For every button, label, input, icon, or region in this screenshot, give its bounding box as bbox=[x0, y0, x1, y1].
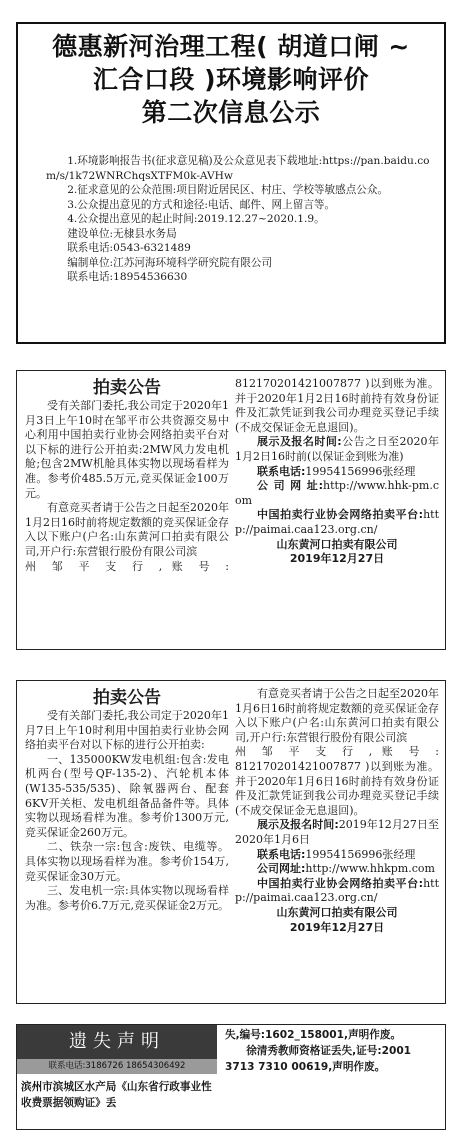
auction-2-left-column bbox=[25, 687, 229, 913]
auction-2-tel-value: 19954156996张经理 bbox=[305, 847, 416, 861]
auction-1-account-line: 州 邹 平 支 行 , 账 号 : bbox=[25, 559, 229, 573]
eia-phone-1: 联系电话:0543-6321489 bbox=[67, 242, 191, 254]
auction-2-company: 山东黄河口拍卖有限公司 bbox=[276, 905, 398, 919]
auction-2-web-label: 公司网址: bbox=[257, 862, 306, 876]
title-line-2: 汇合口段 )环境影响评价 bbox=[92, 65, 370, 94]
auction-1-tel-label: 联系电话: bbox=[257, 464, 306, 478]
auction-notice-2 bbox=[16, 680, 446, 1004]
auction-2-title: 拍卖公告 bbox=[93, 688, 161, 708]
auction-1-paragraph-3: 812170201421007877 )以到账为准。并于2020年1月2日16时前持有效身份证件及汇款凭证到我公司办理竞买登记手续(不成交保证金无息退回)。 bbox=[235, 377, 439, 434]
auction-2-web-link[interactable]: http://www.hhkpm.com bbox=[305, 862, 435, 876]
lost-notice-item-1-end: 失,编号:1602_158001,声明作废。 bbox=[225, 1029, 402, 1041]
eia-item-2: 2.征求意见的公众范围:项目附近居民区、村庄、学校等敏感点公众。 bbox=[67, 184, 389, 196]
lost-notice-item-2: 徐清秀教师资格证丢失,证号:2001 3713 7310 00619,声明作废。 bbox=[225, 1045, 412, 1073]
auction-1-platform-link[interactable]: http://paimai.caa123.org.cn/ bbox=[235, 508, 439, 536]
auction-2-item-2: 二、铁杂一宗:包含:废铁、电缆等。具体实物以现场看样为准。参考价154万,竞买保证金30万元。 bbox=[25, 840, 229, 883]
eia-notice-body bbox=[46, 154, 432, 285]
eia-notice bbox=[16, 22, 446, 344]
auction-1-paragraph-2: 有意竞买者请于公告之日起至2020年1月2日16时前将规定数额的竞买保证金存入以下账户(户名:山东黄河口拍卖有限公司,开户行:东营银行股份有限公司滨 bbox=[25, 501, 229, 558]
eia-phone-2: 联系电话:18954536630 bbox=[67, 271, 188, 283]
auction-2-right-column bbox=[235, 687, 439, 935]
auction-2-reg-label: 展示及报名时间: bbox=[257, 818, 339, 832]
auction-1-date: 2019年12月27日 bbox=[289, 552, 385, 566]
auction-1-web-label: 公 司 网 址: bbox=[257, 479, 323, 493]
auction-1-paragraph-1: 受有关部门委托,我公司定于2020年1月3日上午10时在邹平市公共资源交易中心利用中国拍卖行业协会网络拍卖平台对以下标的进行公开拍卖:2MW风力发电机舱;包含2MW机舱具体实物以现场看样为准。参考价485.5万元,竞买保证金100万元。 bbox=[25, 399, 229, 500]
eia-item-1: 1.环境影响报告书(征求意见稿)及公众意见表下载地址:https://pan.baidu.com/s/1k72WNRChqsXTFM0k-AVHw bbox=[46, 155, 430, 182]
eia-item-3: 3.公众提出意见的方式和途径:电话、邮件、网上留言等。 bbox=[67, 198, 336, 211]
auction-1-reg-label: 展示及报名时间: bbox=[257, 435, 342, 449]
auction-2-date: 2019年12月27日 bbox=[289, 920, 385, 934]
title-line-3: 第二次信息公示 bbox=[141, 98, 321, 127]
auction-2-paragraph-3: 812170201421007877 )以到账为准。并于2020年1月6日16时前持有效身份证件及汇款凭证到我公司办理竞买登记手续(不成交保证金无息退回)。 bbox=[235, 759, 439, 817]
auction-2-account-line: 州 邹 平 支 行 , 账 号 : bbox=[235, 745, 439, 759]
auction-2-reg-value: 2019年12月27日至2020年1月6日 bbox=[235, 818, 439, 846]
auction-1-company: 山东黄河口拍卖有限公司 bbox=[276, 537, 398, 551]
auction-2-paragraph-2: 有意竞买者请于公告之日起至2020年1月6日16时前将规定数额的竞买保证金存入以下账户(户名:山东黄河口拍卖有限公司,开户行:东营银行股份有限公司滨 bbox=[235, 687, 439, 744]
title-line-1: 德惠新河治理工程( 胡道口闸 ~ bbox=[52, 32, 410, 61]
lost-notice-right-text bbox=[225, 1027, 439, 1075]
lost-notice bbox=[16, 1024, 446, 1130]
lost-notice-left-text: 滨州市滨城区水产局《山东省行政事业性收费票据领购证》丢 bbox=[21, 1081, 212, 1109]
auction-notice-1 bbox=[16, 370, 446, 650]
auction-1-title: 拍卖公告 bbox=[93, 378, 161, 398]
auction-1-left-column bbox=[25, 377, 229, 574]
auction-2-item-1: 一、135000KW发电机组:包含:发电机两台(型号QF-135-2)、汽轮机本体(W135-535/535)、除氧器两台、配套6KV开关柜、发电机组备品备件等。具体实物以现场看样为准。参考价1300万元,竞买保证金260万元。 bbox=[25, 752, 229, 839]
auction-2-paragraph-1: 受有关部门委托,我公司定于2020年1月7日上午10时利用中国拍卖行业协会网络拍卖平台对以下标的进行公开拍卖: bbox=[25, 709, 229, 752]
auction-2-platform-label: 中国拍卖行业协会网络拍卖平台: bbox=[257, 876, 424, 890]
auction-1-reg-value: 公告之日至2020年1月2日16时前(以保证金到账为准) bbox=[235, 435, 439, 463]
auction-1-tel-value: 19954156996张经理 bbox=[305, 464, 416, 478]
eia-notice-title bbox=[26, 30, 436, 129]
lost-notice-phone: 联系电话:3186726 18654306492 bbox=[17, 1059, 217, 1074]
auction-1-right-column bbox=[235, 377, 439, 567]
eia-item-4: 4.公众提出意见的起止时间:2019.12.27~2020.1.9。 bbox=[67, 213, 325, 225]
auction-1-web-link[interactable]: http://www.hhk-pm.com bbox=[235, 479, 439, 507]
eia-builder: 建设单位:无棣县水务局 bbox=[67, 227, 177, 240]
lost-notice-header: 遗失声明 bbox=[17, 1025, 217, 1059]
auction-2-platform-link[interactable]: http://paimai.caa123.org.cn/ bbox=[235, 876, 439, 905]
auction-2-tel-label: 联系电话: bbox=[257, 847, 306, 861]
auction-2-item-3: 三、发电机一宗:具体实物以现场看样为准。参考价6.7万元,竞买保证金2万元。 bbox=[25, 884, 229, 912]
eia-compiler: 编制单位:江苏河海环境科学研究院有限公司 bbox=[67, 256, 273, 269]
auction-1-platform-label: 中国拍卖行业协会网络拍卖平台: bbox=[257, 508, 424, 522]
